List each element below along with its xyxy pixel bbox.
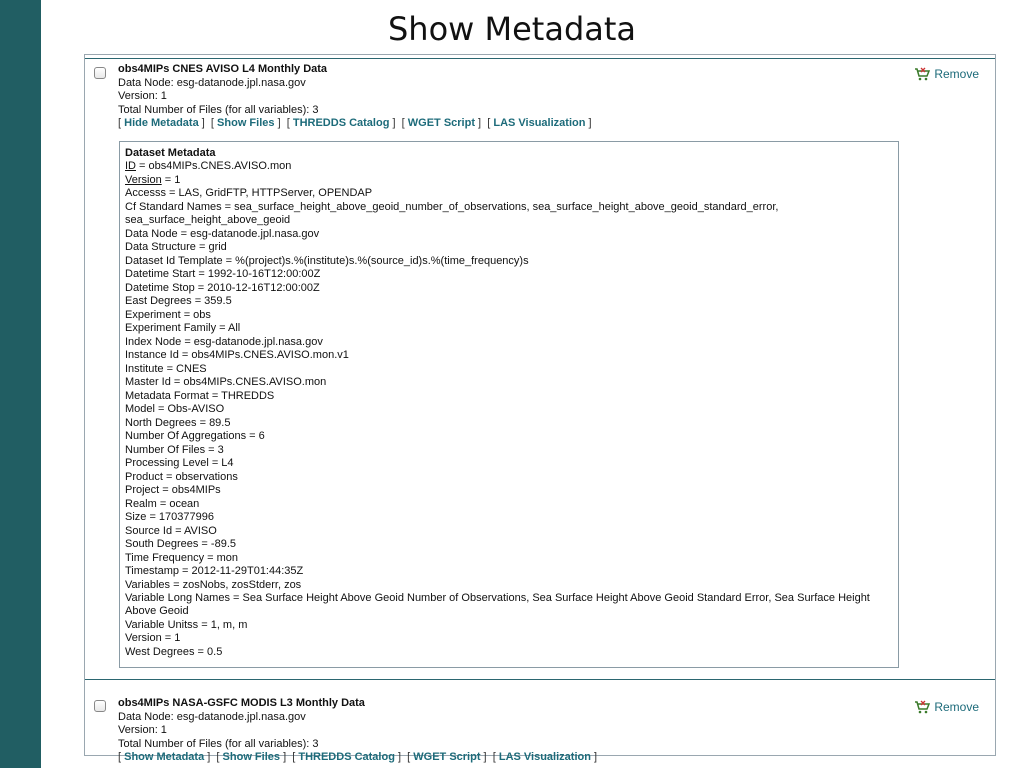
metadata-row: Source Id = AVISO: [125, 524, 217, 537]
metadata-id-key: ID: [125, 160, 136, 173]
action-links: [ Show Metadata ] [ Show Files ] [ THREDDS Catalog ] [ WGET Script ] [ LAS Visualization ]: [118, 751, 598, 763]
metadata-version-key: Version: [125, 173, 162, 186]
metadata-row: Institute = CNES: [125, 362, 207, 375]
metadata-row: Project = obs4MIPs: [125, 484, 221, 497]
metadata-row: Number Of Files = 3: [125, 443, 224, 456]
remove-label: Remove: [934, 700, 979, 714]
dataset-version: Version: 1: [118, 724, 167, 736]
dataset-version: Version: 1: [118, 90, 167, 102]
action-links: [ Hide Metadata ] [ Show Files ] [ THREDDS Catalog ] [ WGET Script ] [ LAS Visualization ]: [118, 117, 592, 129]
metadata-row: Number Of Aggregations = 6: [125, 430, 265, 443]
metadata-row: South Degrees = -89.5: [125, 538, 236, 551]
metadata-row: Variables = zosNobs, zosStderr, zos: [125, 578, 302, 591]
thredds-catalog-link[interactable]: THREDDS Catalog: [292, 117, 390, 129]
metadata-row: Instance Id = obs4MIPs.CNES.AVISO.mon.v1: [125, 349, 349, 362]
metadata-id-row: [125, 160, 898, 173]
metadata-row: Experiment = obs: [125, 308, 211, 321]
wget-script-link[interactable]: WGET Script: [407, 117, 475, 129]
search-results-panel: [84, 54, 996, 763]
metadata-row: Data Node = esg-datanode.jpl.nasa.gov: [125, 227, 320, 240]
dataset-record: [85, 679, 995, 763]
remove-button[interactable]: [914, 700, 979, 714]
cart-remove-icon: [914, 67, 930, 81]
metadata-row: Cf Standard Names = sea_surface_height_above_geoid_number_of_observations, sea_surface_height_above_geoid_standard_error, sea_surface_height_above_geoid: [125, 200, 779, 227]
remove-label: Remove: [934, 67, 979, 81]
metadata-row: Size = 170377996: [125, 511, 214, 524]
metadata-row: Product = observations: [125, 470, 238, 483]
dataset-metadata-box: [119, 141, 899, 668]
metadata-row: Realm = ocean: [125, 497, 200, 510]
wget-script-link[interactable]: WGET Script: [413, 751, 481, 763]
slide-title: Show Metadata: [387, 10, 637, 48]
metadata-row: Variable Long Names = Sea Surface Height Above Geoid Number of Observations, Sea Surface Height Above Geoid Standard Error, Sea Surface Height Above Geoid: [125, 591, 870, 618]
metadata-row: Dataset Id Template = %(project)s.%(institute)s.%(source_id)s.%(time_frequency)s: [125, 254, 529, 267]
metadata-row: Data Structure = grid: [125, 241, 227, 254]
metadata-version-value: = 1: [161, 173, 181, 186]
metadata-row: Timestamp = 2012-11-29T01:44:35Z: [125, 565, 304, 578]
thredds-catalog-link[interactable]: THREDDS Catalog: [298, 751, 395, 763]
show-metadata-link[interactable]: Show Metadata: [124, 751, 205, 763]
metadata-row: Version = 1: [125, 632, 181, 645]
metadata-row: East Degrees = 359.5: [125, 295, 232, 308]
metadata-version-row: [125, 174, 898, 187]
metadata-row: Experiment Family = All: [125, 322, 241, 335]
metadata-row: Accesss = LAS, GridFTP, HTTPServer, OPENDAP: [125, 187, 373, 200]
divider: [85, 58, 995, 59]
dataset-title: obs4MIPs NASA-GSFC MODIS L3 Monthly Data: [118, 697, 365, 709]
show-files-link[interactable]: Show Files: [217, 117, 275, 129]
cart-remove-icon: [914, 700, 930, 714]
dataset-info: [118, 63, 592, 131]
metadata-row: North Degrees = 89.5: [125, 416, 231, 429]
metadata-row: Datetime Start = 1992-10-16T12:00:00Z: [125, 268, 321, 281]
select-checkbox[interactable]: [94, 700, 106, 712]
hide-metadata-link[interactable]: Hide Metadata: [124, 117, 199, 129]
metadata-row: Time Frequency = mon: [125, 551, 238, 564]
metadata-row: Master Id = obs4MIPs.CNES.AVISO.mon: [125, 376, 327, 389]
show-files-link[interactable]: Show Files: [222, 751, 281, 763]
data-node: Data Node: esg-datanode.jpl.nasa.gov: [118, 710, 306, 723]
metadata-row: Index Node = esg-datanode.jpl.nasa.gov: [125, 335, 323, 348]
total-files: Total Number of Files (for all variables): 3: [118, 737, 319, 750]
metadata-row: Metadata Format = THREDDS: [125, 389, 275, 402]
dataset-info: [118, 697, 597, 765]
metadata-row: Variable Unitss = 1, m, m: [125, 618, 248, 631]
metadata-heading: Dataset Metadata: [125, 147, 216, 159]
data-node: Data Node: esg-datanode.jpl.nasa.gov: [118, 76, 306, 89]
metadata-row: Processing Level = L4: [125, 457, 234, 470]
dataset-title: obs4MIPs CNES AVISO L4 Monthly Data: [118, 63, 328, 75]
metadata-id-value: = obs4MIPs.CNES.AVISO.mon: [136, 160, 292, 173]
select-checkbox[interactable]: [94, 67, 106, 79]
left-accent-bar: [0, 0, 41, 768]
las-visualization-link[interactable]: LAS Visualization: [498, 751, 591, 763]
metadata-row: West Degrees = 0.5: [125, 645, 223, 658]
metadata-row: Datetime Stop = 2010-12-16T12:00:00Z: [125, 281, 320, 294]
metadata-row: Model = Obs-AVISO: [125, 403, 225, 416]
total-files: Total Number of Files (for all variables): 3: [118, 103, 319, 116]
remove-button[interactable]: [914, 67, 979, 81]
las-visualization-link[interactable]: LAS Visualization: [493, 117, 586, 129]
